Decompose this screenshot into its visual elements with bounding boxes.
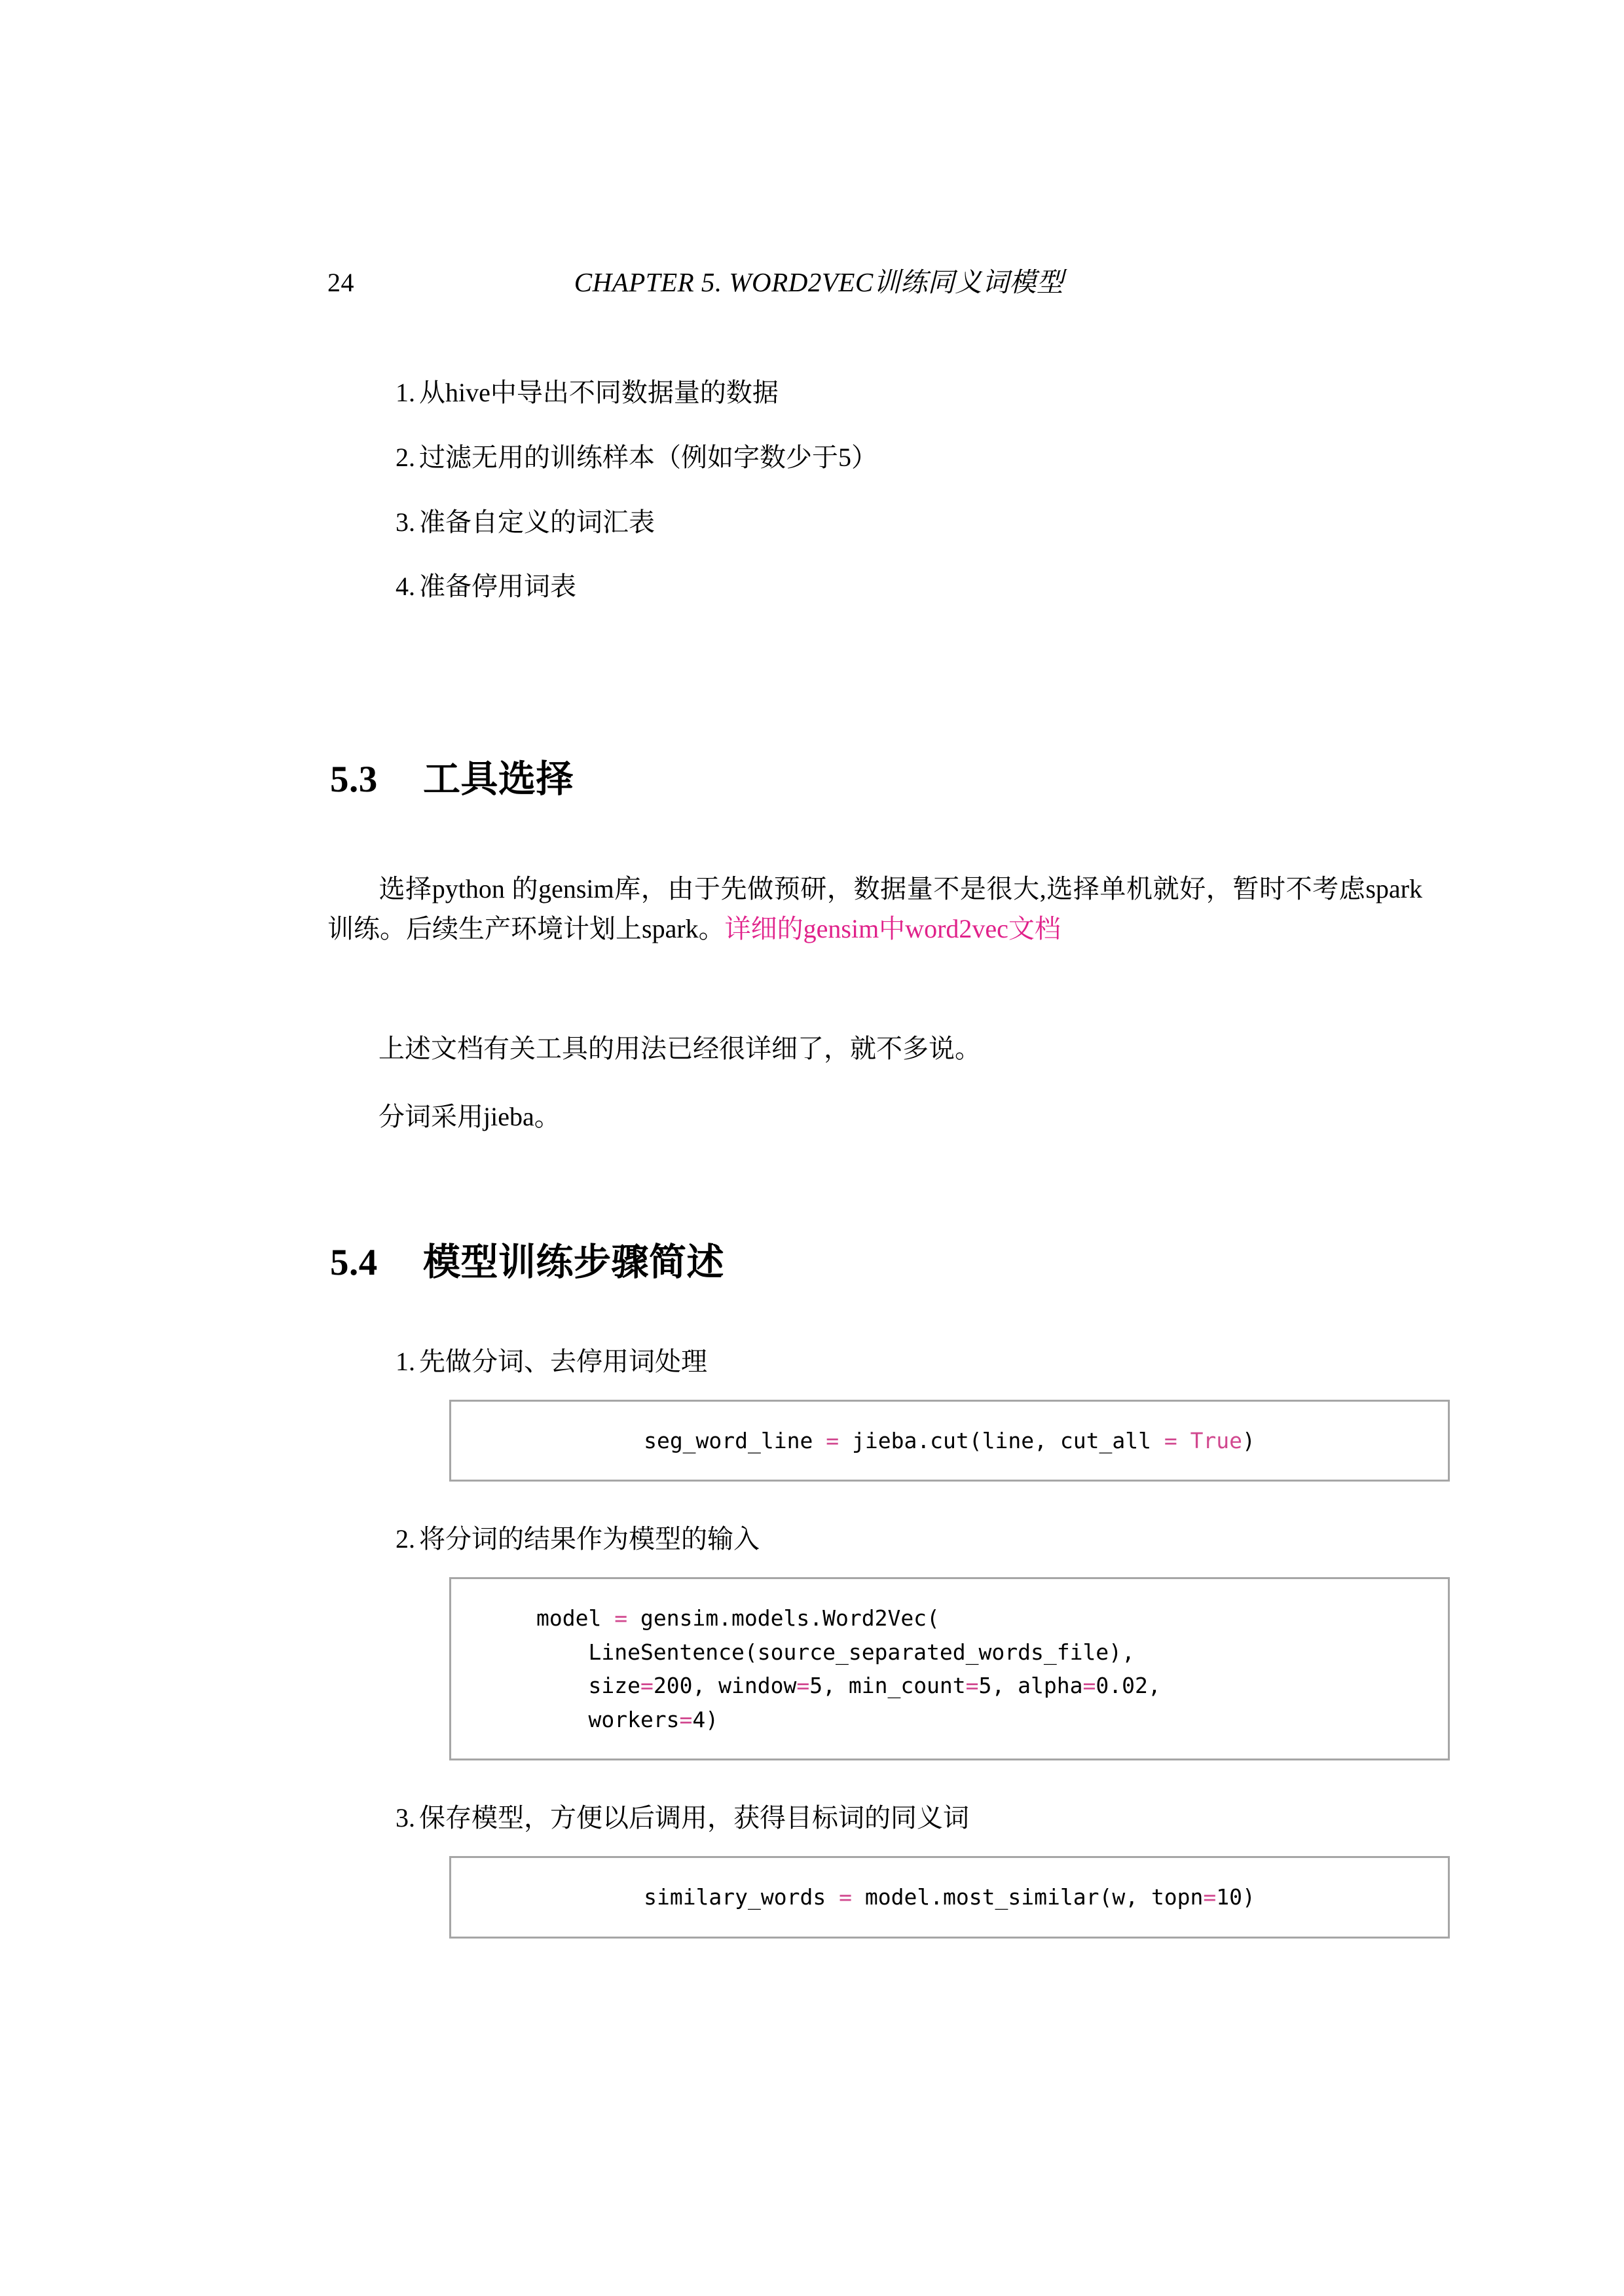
list-item-label: 准备自定义的词汇表 — [419, 507, 655, 537]
list-item-label: 将分词的结果作为模型的输入 — [419, 1524, 760, 1554]
section-title: 模型训练步骤简述 — [423, 1242, 724, 1283]
training-step-text-row — [396, 1801, 1466, 1835]
list-item-number: 1. — [396, 378, 415, 407]
paragraph-docs-note — [327, 1029, 1422, 1069]
code-token-op: = — [640, 1673, 654, 1699]
training-step-text-row — [396, 1522, 1466, 1556]
section-heading-5-4 — [330, 1232, 724, 1286]
paragraph-jieba-note — [327, 1097, 1422, 1137]
list-item — [378, 441, 1492, 475]
code-token-op: = — [614, 1605, 628, 1631]
code-block-jieba-cut: seg_word_line = jieba.cut(line, cut_all = True) — [449, 1400, 1450, 1482]
code-token-op: = — [839, 1884, 852, 1910]
paragraph-body: 上述文档有关工具的用法已经很详细了，就不多说。 — [378, 1034, 981, 1063]
training-step — [378, 1801, 1466, 1938]
code-token-op: = — [679, 1706, 693, 1732]
spacer — [419, 1482, 1466, 1522]
list-item-number: 2. — [396, 442, 415, 472]
list-item-number: 1. — [396, 1347, 415, 1376]
list-item — [378, 376, 1492, 410]
list-item — [378, 570, 1492, 604]
paragraph-tool-choice — [327, 869, 1422, 949]
list-item-label: 过滤无用的训练样本（例如字数少于5） — [419, 442, 877, 472]
code-token-kw: True — [1190, 1428, 1243, 1453]
spacer — [419, 1760, 1466, 1801]
code-block-most-similar: similary_words = model.most_similar(w, topn=10) — [449, 1856, 1450, 1938]
preparation-steps-list — [378, 376, 1492, 604]
training-step — [378, 1345, 1466, 1522]
page-number: 24 — [327, 268, 354, 297]
chapter-running-title: CHAPTER 5. WORD2VEC训练同义词模型 — [574, 267, 1064, 297]
list-item-label: 先做分词、去停用词处理 — [419, 1347, 707, 1376]
code-token-op: = — [965, 1673, 979, 1699]
list-item-number: 4. — [396, 572, 415, 602]
training-step-text-row — [396, 1345, 1466, 1379]
section-number: 5.3 — [330, 759, 378, 800]
training-step — [378, 1522, 1466, 1801]
code-token-op: = — [1203, 1884, 1217, 1910]
list-item-number: 3. — [396, 1803, 415, 1833]
paragraph-body: 选择python 的gensim库，由于先做预研，数据量不是很大,选择单机就好，暂时不考虑spark训练。后续生产环境计划上spark。 — [327, 874, 1422, 943]
list-item-label: 准备停用词表 — [419, 572, 576, 602]
running-head — [327, 261, 1297, 297]
list-item-label: 从hive中导出不同数据量的数据 — [419, 378, 779, 407]
code-token-op: = — [1164, 1428, 1177, 1453]
list-item — [378, 505, 1492, 540]
paragraph-body: 分词采用jieba。 — [378, 1102, 561, 1131]
section-number: 5.4 — [330, 1242, 378, 1283]
list-item-number: 3. — [396, 507, 415, 537]
list-item-number: 2. — [396, 1524, 415, 1554]
code-token-op: = — [1082, 1673, 1096, 1699]
training-steps-list — [378, 1345, 1466, 1939]
list-item-label: 保存模型，方便以后调用，获得目标词的同义词 — [419, 1803, 969, 1833]
code-token-op: = — [826, 1428, 840, 1453]
section-heading-5-3 — [330, 749, 574, 803]
code-block-word2vec-model: model = gensim.models.Word2Vec( LineSentence(source_separated_words_file), size=200, window=5, min_count=5, alpha=0.02, workers=4) — [449, 1577, 1450, 1760]
code-token-op: = — [796, 1673, 810, 1699]
section-title: 工具选择 — [423, 759, 574, 800]
gensim-word2vec-doc-link[interactable]: 详细的gensim中word2vec文档 — [724, 913, 1061, 943]
